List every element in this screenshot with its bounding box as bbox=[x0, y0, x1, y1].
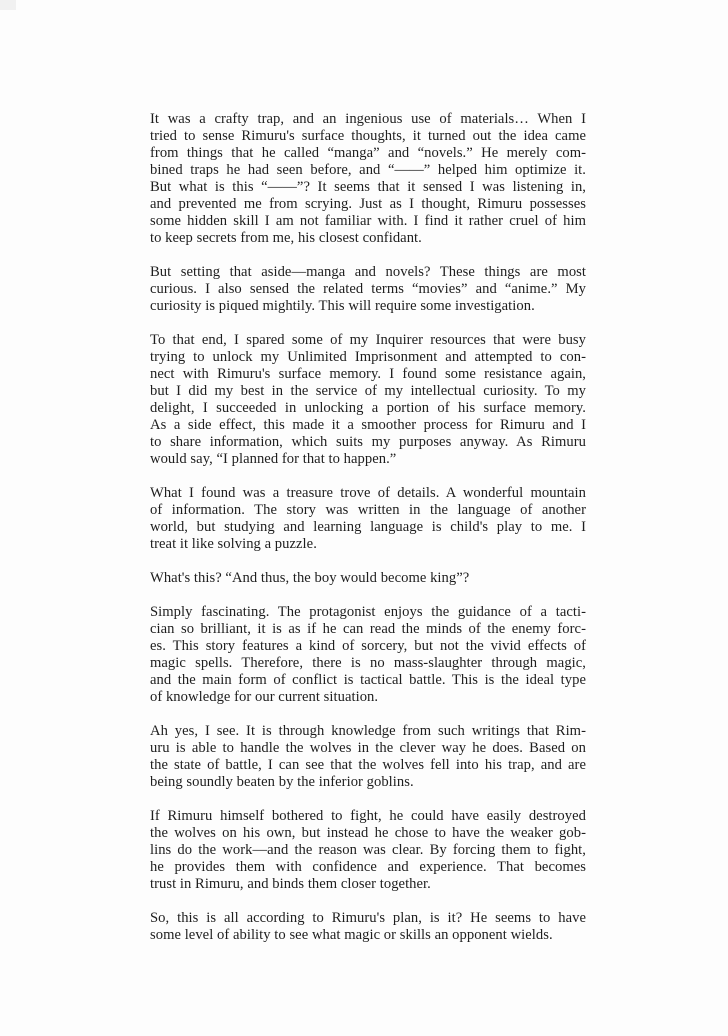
text-line: some level of ability to see what magic or skills an opponent wields. bbox=[150, 927, 553, 943]
text-line: nect with Rimuru's surface memory. I found some resistance again, bbox=[150, 366, 586, 382]
text-line: uru is able to handle the wolves in the clever way he does. Based on bbox=[150, 740, 586, 756]
text-line: to share information, which suits my purposes anyway. As Rimuru bbox=[150, 434, 586, 450]
text-line: Ah yes, I see. It is through knowledge from such writings that Rim- bbox=[150, 723, 586, 739]
text-line: es. This story features a kind of sorcery, but not the vivid effects of bbox=[150, 638, 586, 654]
text-line: and prevented me from scrying. Just as I thought, Rimuru possesses bbox=[150, 196, 586, 212]
paragraph bbox=[150, 485, 586, 553]
text-line: delight, I succeeded in unlocking a portion of his surface memory. bbox=[150, 400, 586, 416]
text-line: some hidden skill I am not familiar with. I find it rather cruel of him bbox=[150, 213, 586, 229]
text-line: It was a crafty trap, and an ingenious use of materials… When I bbox=[150, 111, 586, 127]
text-line: the state of battle, I can see that the wolves fell into his trap, and are bbox=[150, 757, 586, 773]
text-line: What's this? “And thus, the boy would become king”? bbox=[150, 570, 470, 586]
text-line: world, but studying and learning language is child's play to me. I bbox=[150, 519, 586, 535]
text-line: the wolves on his own, but instead he chose to have the weaker gob- bbox=[150, 825, 586, 841]
paragraph bbox=[150, 111, 586, 247]
text-line: would say, “I planned for that to happen.” bbox=[150, 451, 397, 467]
text-line: lins do the work—and the reason was clear. By forcing them to fight, bbox=[150, 842, 586, 858]
scan-artifact-corner bbox=[0, 0, 16, 10]
text-line: trying to unlock my Unlimited Imprisonment and attempted to con- bbox=[150, 349, 586, 365]
text-line: he provides them with confidence and experience. That becomes bbox=[150, 859, 586, 875]
text-line: being soundly beaten by the inferior goblins. bbox=[150, 774, 414, 790]
paragraph bbox=[150, 264, 586, 315]
page-text bbox=[150, 111, 586, 961]
text-line: to keep secrets from me, his closest confidant. bbox=[150, 230, 422, 246]
text-line: But what is this “——”? It seems that it sensed I was listening in, bbox=[150, 179, 586, 195]
text-line: trust in Rimuru, and binds them closer together. bbox=[150, 876, 431, 892]
paragraph bbox=[150, 808, 586, 893]
paragraph bbox=[150, 604, 586, 706]
text-line: But setting that aside—manga and novels? These things are most bbox=[150, 264, 586, 280]
text-line: magic spells. Therefore, there is no mass-slaughter through magic, bbox=[150, 655, 586, 671]
paragraph bbox=[150, 910, 586, 944]
paragraph bbox=[150, 570, 586, 587]
text-line: of knowledge for our current situation. bbox=[150, 689, 379, 705]
text-line: Simply fascinating. The protagonist enjoys the guidance of a tacti- bbox=[150, 604, 586, 620]
text-line: So, this is all according to Rimuru's plan, is it? He seems to have bbox=[150, 910, 586, 926]
text-line: As a side effect, this made it a smoother process for Rimuru and I bbox=[150, 417, 586, 433]
text-line: To that end, I spared some of my Inquirer resources that were busy bbox=[150, 332, 586, 348]
text-line: from things that he called “manga” and “novels.” He merely com- bbox=[150, 145, 586, 161]
text-line: curiosity is piqued mightily. This will require some investigation. bbox=[150, 298, 535, 314]
text-line: treat it like solving a puzzle. bbox=[150, 536, 317, 552]
text-line: If Rimuru himself bothered to fight, he could have easily destroyed bbox=[150, 808, 586, 824]
text-line: and the main form of conflict is tactical battle. This is the ideal type bbox=[150, 672, 586, 688]
text-line: curious. I also sensed the related terms “movies” and “anime.” My bbox=[150, 281, 586, 297]
text-line: What I found was a treasure trove of details. A wonderful mountain bbox=[150, 485, 586, 501]
text-line: of information. The story was written in the language of another bbox=[150, 502, 586, 518]
text-line: but I did my best in the service of my intellectual curiosity. To my bbox=[150, 383, 586, 399]
text-line: tried to sense Rimuru's surface thoughts, it turned out the idea came bbox=[150, 128, 586, 144]
text-line: bined traps he had seen before, and “——” helped him optimize it. bbox=[150, 162, 586, 178]
text-line: cian so brilliant, it is as if he can read the minds of the enemy forc- bbox=[150, 621, 586, 637]
paragraph bbox=[150, 332, 586, 468]
paragraph bbox=[150, 723, 586, 791]
